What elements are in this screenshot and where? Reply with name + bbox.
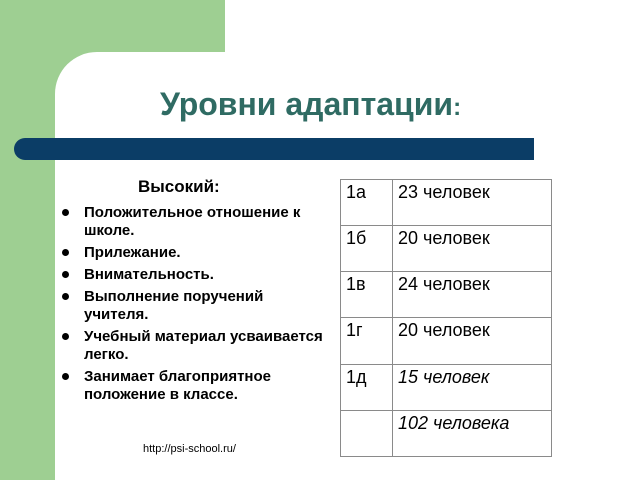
table-cell-count: 20 человек [393,318,552,364]
table-row-total [341,410,552,456]
list-item [60,368,330,404]
table-cell-count: 24 человек [393,272,552,318]
bullet-icon [62,271,69,278]
list-item-text: Выполнение поручений учителя. [84,288,264,323]
bullet-icon [62,293,69,300]
list-item [60,288,330,324]
table-row [341,180,552,226]
slide-title-text: Уровни адаптации [160,86,454,122]
list-item-text: Положительное отношение к школе. [84,204,301,239]
slide-title [160,86,540,123]
table-cell-class: 1д [341,364,393,410]
list-item-text: Внимательность. [84,266,214,283]
list-item-text: Учебный материал усваивается легко. [84,328,323,363]
table-cell-total: 102 человека [393,410,552,456]
table-cell-class: 1а [341,180,393,226]
list-item-text: Прилежание. [84,244,181,261]
table-cell-count: 23 человек [393,180,552,226]
table-row [341,318,552,364]
table-cell-class: 1б [341,226,393,272]
footer-url: http://psi-school.ru/ [143,443,236,455]
title-underline-bar [14,138,534,160]
bullet-icon [62,333,69,340]
slide-title-colon: : [453,94,462,121]
bullet-icon [62,373,69,380]
table-cell-class [341,410,393,456]
table-cell-count: 20 человек [393,226,552,272]
list-item [60,328,330,364]
list-item-text: Занимает благоприятное положение в классе. [84,368,272,403]
table-row [341,364,552,410]
bullet-icon [62,249,69,256]
list-item [60,266,330,284]
list-item [60,244,330,262]
bullet-icon [62,209,69,216]
table-cell-class: 1г [341,318,393,364]
table-cell-count: 15 человек [393,364,552,410]
level-subheading: Высокий: [138,177,220,196]
table-cell-class: 1в [341,272,393,318]
list-item [60,204,330,240]
table-row [341,226,552,272]
class-count-table [340,179,552,457]
table-row [341,272,552,318]
criteria-list [60,204,330,408]
